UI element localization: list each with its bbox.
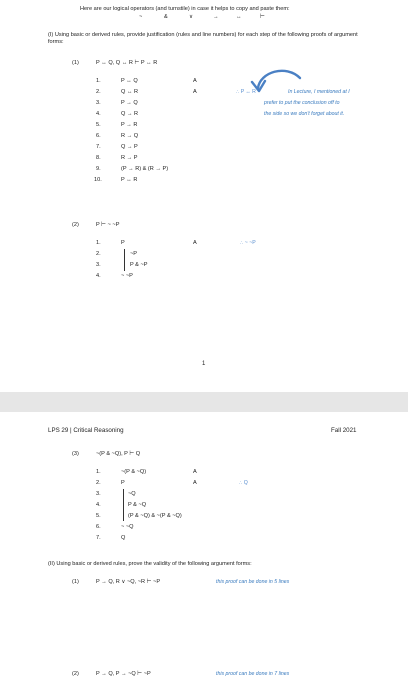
problem-2-conclusion: ∴ ~ ~P <box>240 240 256 246</box>
line-formula: ~ ~P <box>121 273 133 279</box>
line-number: 7. <box>96 144 101 150</box>
problem-3-number: (3) <box>72 451 79 457</box>
term-header: Fall 2021 <box>331 427 357 434</box>
problem-3-conclusion: ∴ Q <box>239 480 248 486</box>
line-formula: P ↔ Q <box>121 78 138 84</box>
line-justification: A <box>193 469 197 475</box>
line-number: 8. <box>96 155 101 161</box>
line-justification: A <box>193 78 197 84</box>
problem-1-number: (1) <box>72 60 79 66</box>
line-number: 2. <box>96 89 101 95</box>
problem-2-argument: P ⊢ ~ ~P <box>96 222 120 228</box>
page-gap <box>0 392 408 412</box>
line-number: 3. <box>96 100 101 106</box>
line-formula: R → P <box>121 155 138 161</box>
problem-3-argument: ~(P & ~Q), P ⊢ Q <box>96 451 141 457</box>
line-formula: P → R <box>121 122 138 128</box>
line-number: 2. <box>96 480 101 486</box>
lecture-note-line: prefer to put the conclusion off to <box>264 100 340 106</box>
line-number: 1. <box>96 240 101 246</box>
line-formula: P & ~P <box>130 262 148 268</box>
line-number: 3. <box>96 262 101 268</box>
page-number: 1 <box>202 361 206 367</box>
lecture-note-line: the side so we don't forget about it. <box>264 111 345 117</box>
subproof-bar <box>123 489 124 521</box>
line-formula: ~ ~Q <box>121 524 134 530</box>
line-formula: Q <box>121 535 126 541</box>
problem-2-number: (2) <box>72 222 79 228</box>
line-formula: Q ↔ R <box>121 89 139 95</box>
line-formula: Q → P <box>121 144 138 150</box>
line-formula: R → Q <box>121 133 139 139</box>
intro-text: Here are our logical operators (and turnstile) in case it helps to copy and paste them: <box>80 6 290 12</box>
line-number: 3. <box>96 491 101 497</box>
subproof-bar <box>124 249 125 271</box>
operator-negation: ~ <box>139 14 143 20</box>
operator-conditional: → <box>213 14 219 20</box>
line-formula: Q → R <box>121 111 139 117</box>
proof-task-1-argument: P → Q, R ∨ ~Q, ~R ⊢ ~P <box>96 579 161 585</box>
proof-task-2-argument: P → Q, P → ~Q ⊢ ~P <box>96 671 151 677</box>
lecture-note-line: In Lecture, I mentioned at I <box>288 89 350 95</box>
section2-instructions: (II) Using basic or derived rules, prove the validity of the following argument forms: <box>48 561 252 567</box>
line-formula: P <box>121 240 125 246</box>
proof-task-2-number: (2) <box>72 671 79 677</box>
line-number: 1. <box>96 78 101 84</box>
line-number: 7. <box>96 535 101 541</box>
line-number: 6. <box>96 133 101 139</box>
line-formula: P ↔ R <box>121 177 138 183</box>
line-number: 2. <box>96 251 101 257</box>
line-formula: ~(P & ~Q) <box>121 469 147 475</box>
line-formula: (P & ~Q) & ~(P & ~Q) <box>128 513 182 519</box>
line-formula: (P → R) & (R → P) <box>121 166 169 172</box>
line-formula: P → Q <box>121 100 138 106</box>
problem-1-argument: P ↔ Q, Q ↔ R ⊢ P ↔ R <box>96 60 158 66</box>
line-number: 5. <box>96 513 101 519</box>
line-number: 6. <box>96 524 101 530</box>
operator-turnstile: ⊢ <box>260 14 265 20</box>
line-number: 4. <box>96 502 101 508</box>
problem-1-conclusion: ∴ P ↔ R <box>236 89 256 95</box>
line-number: 4. <box>96 273 101 279</box>
operator-conjunction: & <box>164 14 168 20</box>
line-number: 4. <box>96 111 101 117</box>
line-number: 10. <box>94 177 102 183</box>
operator-disjunction: ∨ <box>189 14 194 20</box>
proof-task-2-note: this proof can be done in 7 lines <box>216 671 290 677</box>
line-formula: ~Q <box>128 491 136 497</box>
proof-task-1-note: this proof can be done in 5 lines <box>216 579 290 585</box>
line-number: 9. <box>96 166 101 172</box>
line-justification: A <box>193 480 197 486</box>
operator-biconditional: ↔ <box>236 14 242 20</box>
course-header: LPS 29 | Critical Reasoning <box>48 427 124 434</box>
line-number: 5. <box>96 122 101 128</box>
line-formula: P <box>121 480 125 486</box>
line-formula: ~P <box>130 251 137 257</box>
line-number: 1. <box>96 469 101 475</box>
proof-task-1-number: (1) <box>72 579 79 585</box>
line-justification: A <box>193 89 197 95</box>
document-page-2 <box>0 412 408 700</box>
line-justification: A <box>193 240 197 246</box>
section1-instructions: (I) Using basic or derived rules, provide justification (rules and line numbers) for each step of the following proofs of argument forms: <box>48 32 358 45</box>
line-formula: P & ~Q <box>128 502 147 508</box>
